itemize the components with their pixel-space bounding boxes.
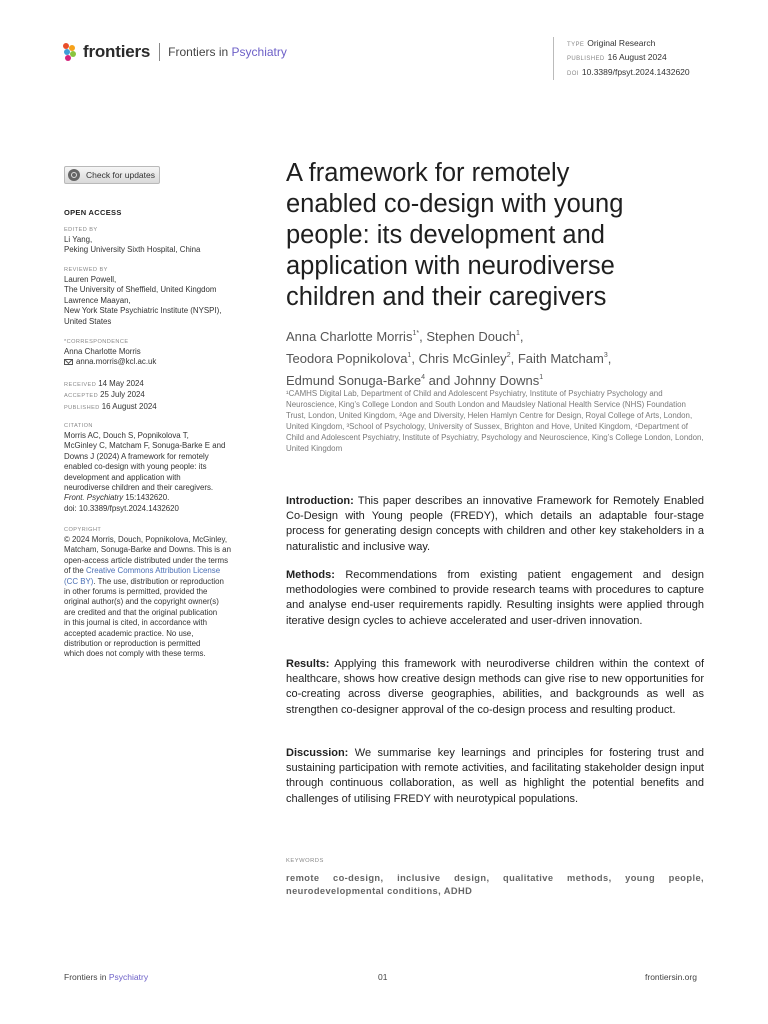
keywords-label: KEYWORDS	[286, 858, 324, 864]
correspondence-block: *CORRESPONDENCE Anna Charlotte Morris anna.morris@kcl.ac.uk	[64, 339, 157, 367]
author-name: Johnny Downs	[453, 373, 540, 388]
update-icon	[68, 169, 80, 181]
journal-name[interactable]: Frontiers in Psychiatry	[168, 45, 287, 59]
author-name: Chris McGinley	[418, 351, 507, 366]
dates-block: RECEIVED 14 May 2024 ACCEPTED 25 July 2024 PUBLISHED 16 August 2024	[64, 379, 157, 411]
correspondence-email[interactable]: anna.morris@kcl.ac.uk	[76, 357, 157, 367]
author-list: Anna Charlotte Morris$^{1*}$, Stephen Douch$^1$, Teodora Popnikolova$^1$, Chris McGinley$^2$, Faith Matcham$^3$, Edmund Sonuga-Barke$^4$ and Johnny Downs$^1$	[286, 329, 612, 388]
frontiers-logo	[63, 42, 287, 62]
abstract-methods: Methods: Recommendations from existing patient engagement and design methodologies were combined to provide research teams with procedures to capture and analyse end-user requirements rapidly. Resulting insights were applied through iterative design cycles to achieve accelerated and user-driven innovation.	[286, 569, 704, 627]
type-value: Original Research	[587, 38, 656, 48]
copyright-block: COPYRIGHT © 2024 Morris, Douch, Popnikolova, McGinley, Matcham, Sonuga-Barke and Downs. This is an open-access article distributed under the terms of the Creative Commons Attribution License (CC BY). The use, distribution or reproduction in other forums is permitted, provided the original author(s) and the copyright owner(s) are credited and that the original publication in this journal is cited, in accordance with accepted academic practice. No use, distribution or reproduction is permitted which does not comply with these terms.	[64, 527, 231, 659]
check-for-updates-button[interactable]: Check for updates	[64, 166, 160, 184]
reviewed-by-block: REVIEWED BY Lauren Powell, The University of Sheffield, United Kingdom Lawrence Maayan, New York State Psychiatric Institute (NYSPI), United States	[64, 267, 222, 326]
footer-site-link[interactable]: frontiersin.org	[645, 972, 697, 982]
logo-wordmark: frontiers	[83, 42, 151, 61]
published-label: PUBLISHED	[567, 56, 605, 63]
article-meta	[553, 37, 690, 80]
keywords: remote co-design, inclusive design, qualitative methods, young people, neurodevelopmental conditions, ADHD	[286, 873, 704, 896]
mail-icon	[64, 359, 73, 365]
footer-journal[interactable]: Frontiers in Psychiatry	[64, 972, 149, 982]
abstract-introduction: Introduction: This paper describes an innovative Framework for Remotely Enabled Co-Design with Young people (FREDY), which details an adaptable four-stage process for generating design concepts with children and other key stakeholders in a naturalistic and inclusive way.	[286, 495, 704, 553]
abstract-discussion: Discussion: We summarise key learnings and principles for fostering trust and sustaining participation with remote activities, and facilitating stakeholder design input through continuous collaboration, as well as highlight the potential benefits and challenges of utilising FREDY with neurotypical populations.	[286, 747, 704, 805]
article-title: A framework for remotely enabled co-design with young people: its development and application with neurodiverse children and their caregivers	[286, 159, 624, 311]
abstract-results: Results: Applying this framework with neurodiverse children within the context of healthcare, shows how creative design methods can give rise to new opportunities for co-creating across diverse geographies, abilities, and backgrounds as well as strengthen co-designer approval of the co-design process and resulting product.	[286, 658, 704, 716]
author-name: Teodora Popnikolova	[286, 351, 408, 366]
open-access-label: OPEN ACCESS	[64, 208, 122, 217]
logo-divider	[159, 43, 160, 61]
doi-value[interactable]: 10.3389/fpsyt.2024.1432620	[581, 66, 690, 77]
author-name: Faith Matcham	[517, 351, 604, 366]
type-label: TYPE	[567, 42, 585, 48]
page-number: 01	[378, 972, 388, 982]
cc-by-link[interactable]: (CC BY)	[64, 576, 94, 586]
doi-label: DOI	[567, 70, 579, 77]
author-name: Stephen Douch	[426, 329, 516, 344]
author-name: Anna Charlotte Morris	[286, 329, 413, 344]
author-name: Edmund Sonuga-Barke	[286, 373, 422, 388]
edited-by-block: EDITED BY Li Yang, Peking University Sixth Hospital, China	[64, 227, 201, 255]
published-value: 16 August 2024	[607, 52, 667, 63]
frontiers-logo-icon	[63, 43, 79, 61]
affiliations: ¹CAMHS Digital Lab, Department of Child and Adolescent Psychiatry, Institute of Psychiatry Psychology and Neuroscience, King’s College London and South London and Maudsley National Health Service (NHS) Foundation Trust, London, United Kingdom, ²Age and Diversity, Helen Hamlyn Centre for Design, Royal College of Arts, London, United Kingdom, ³School of Psychology, University of Sussex, Brighton and Hove, United Kingdom, ⁴Department of Child and Adolescent Psychiatry, Institute of Psychiatry, Psychology and Neuroscience, King’s College London, London, United Kingdom	[286, 389, 704, 453]
citation-block: CITATION Morris AC, Douch S, Popnikolova T, McGinley C, Matcham F, Sonuga-Barke E and Downs J (2024) A framework for remotely enabled co-design with young people: its development and application with neurodiverse children and their caregivers. Front. Psychiatry 15:1432620. doi: 10.3389/fpsyt.2024.1432620	[64, 423, 226, 513]
cc-license-link[interactable]: Creative Commons Attribution License	[85, 566, 221, 576]
